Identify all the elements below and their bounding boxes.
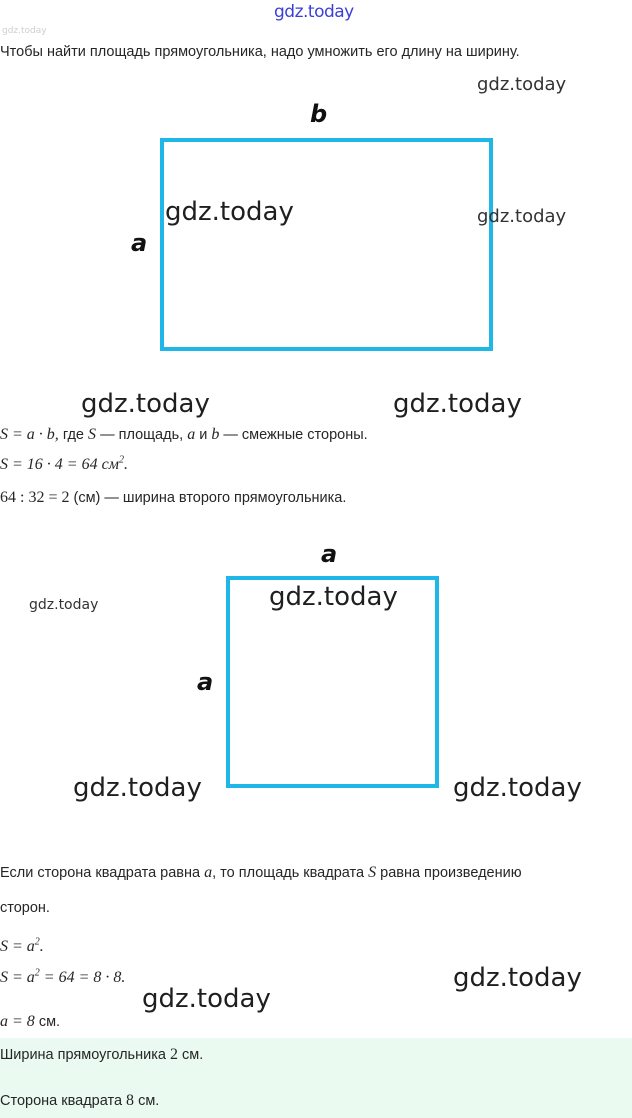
formula-line-2 [0,456,128,474]
formula-area: S = a · b, [0,426,59,443]
paragraph-var: a [204,864,213,881]
formula-calc: S = 16 · 4 = 64 [0,456,98,473]
rectangle-shape [160,138,493,351]
answer-line-2 [0,1092,159,1110]
eq-math: $S = a^2$. [0,936,44,955]
paragraph-text: Если сторона квадрата равна [0,865,201,881]
eq-math: a = 8 [0,1013,35,1030]
answer-box [0,1038,632,1118]
answer-text: Сторона квадрата [0,1093,123,1109]
watermark: gdz.today [165,197,294,227]
formula-unit: $см^2$. [101,454,128,473]
watermark: gdz.today [269,582,398,612]
watermark: gdz.today [453,963,582,993]
side-label-a: a [131,229,148,257]
square-eq-1 [0,938,44,956]
intro-text: Чтобы найти площадь прямоугольника, надо умножить его длину на ширину. [0,44,520,60]
answer-text: Ширина прямоугольника [0,1047,166,1063]
answer-unit: см. [138,1093,160,1109]
formula-var: a [187,426,196,443]
watermark: gdz.today [477,206,567,227]
watermark: gdz.today [453,773,582,803]
eq-unit: см. [38,1014,61,1030]
paragraph-text: равна произведению [380,865,522,881]
square-eq-3 [0,1013,60,1031]
answer-unit: см. [182,1047,204,1063]
watermark: gdz.today [393,389,522,419]
paragraph-var: S [368,864,377,881]
formula-calc: 64 : 32 = 2 [0,489,70,506]
watermark: gdz.today [2,26,47,36]
square-paragraph-line2: сторон. [0,900,50,916]
answer-line-1 [0,1046,203,1064]
side-label-a-top: a [321,540,338,568]
answer-number: 8 [126,1092,135,1109]
formula-line-3 [0,489,346,507]
formula-text: и [199,427,208,443]
watermark: gdz.today [73,773,202,803]
formula-text: — площадь, [100,427,184,443]
square-eq-2 [0,969,125,987]
watermark: gdz.today [142,984,271,1014]
paragraph-text: , то площадь квадрата [212,865,365,881]
formula-line-1 [0,426,368,444]
site-logo[interactable]: gdz.today [274,2,354,22]
side-label-b: b [310,100,328,128]
square-paragraph [0,864,522,882]
formula-text: где [62,427,84,443]
formula-text: (см) — ширина второго прямоугольника. [73,490,347,506]
answer-number: 2 [169,1046,178,1063]
watermark: gdz.today [81,389,210,419]
formula-text: — смежные стороны. [223,427,368,443]
side-label-a-left: a [197,668,214,696]
formula-var: b [211,426,220,443]
eq-math: $S = a^2 = 64 = 8 \cdot 8$. [0,967,126,986]
watermark: gdz.today [477,74,567,95]
watermark: gdz.today [29,597,99,613]
formula-var: S [88,426,97,443]
